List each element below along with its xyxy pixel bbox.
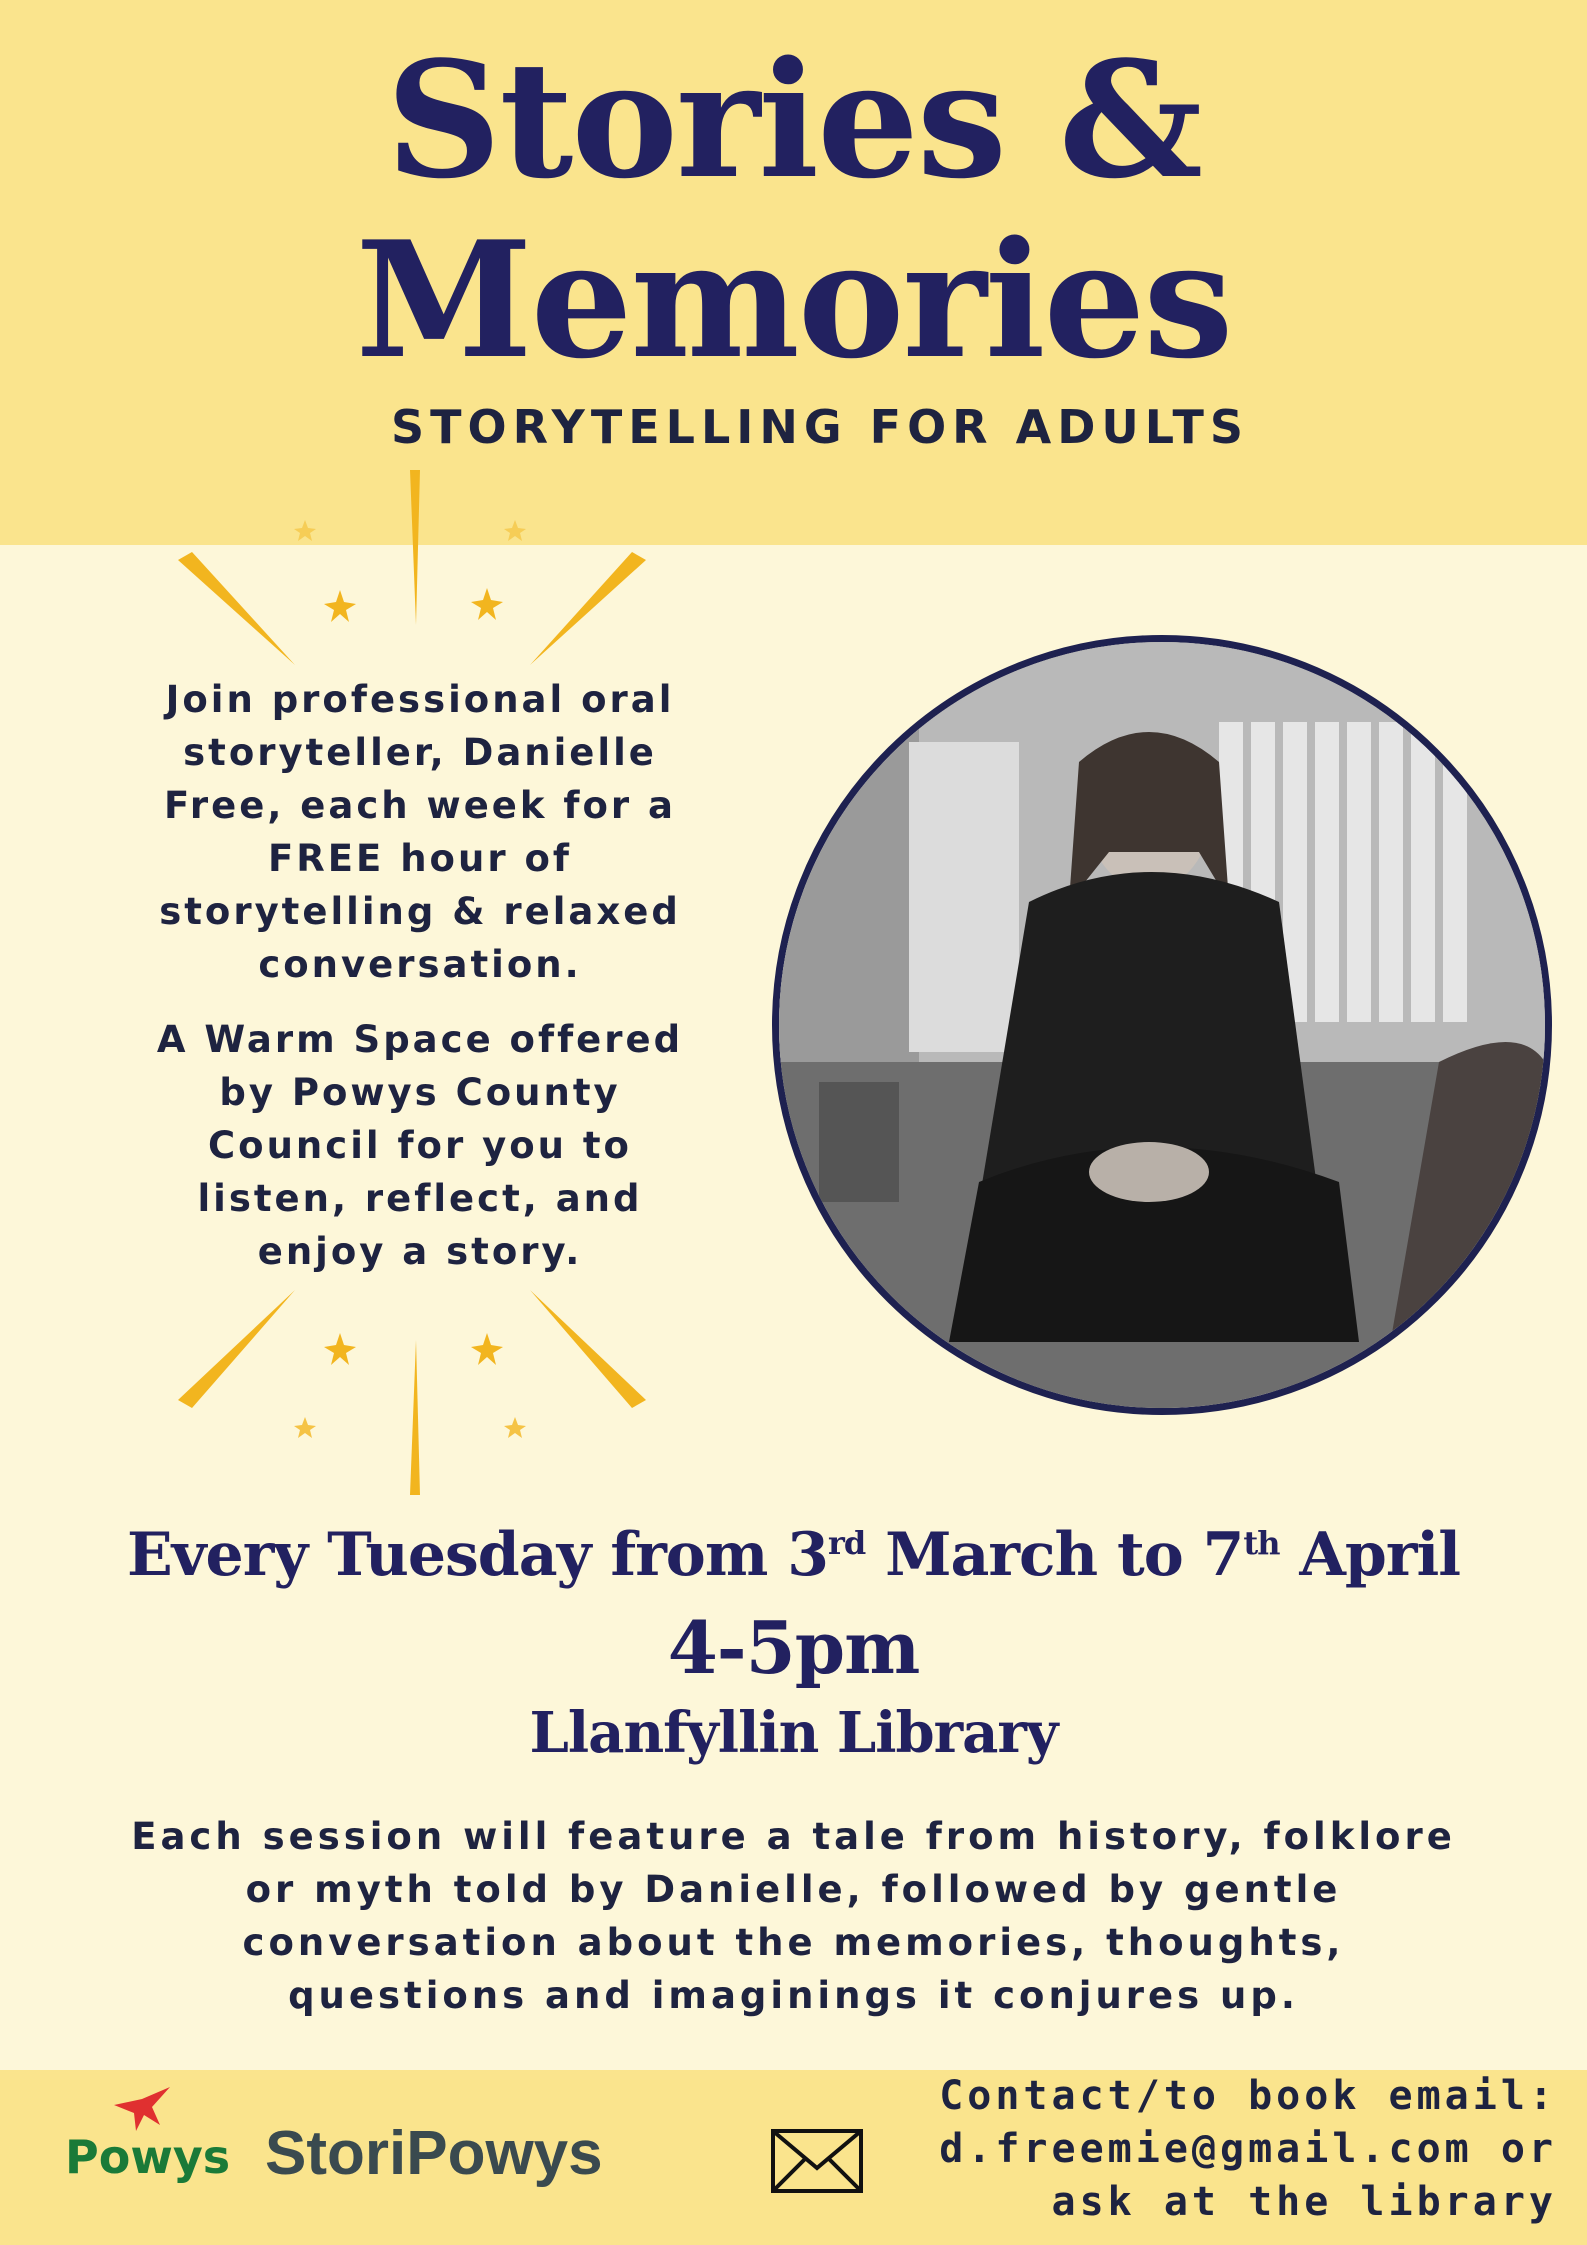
star-icon [471, 588, 503, 620]
intro-paragraph-2 [100, 1013, 740, 1278]
ray [410, 1340, 420, 1495]
dates-part: Every Tuesday from 3 [126, 1520, 828, 1590]
intro-line: listen, reflect, and [197, 1177, 643, 1220]
star-icon [324, 1333, 356, 1365]
venue: Llanfyllin Library [529, 1700, 1058, 1766]
red-kite-icon [112, 2085, 172, 2135]
ray [530, 1290, 646, 1408]
star-icon [294, 1417, 316, 1438]
intro-line: conversation. [258, 943, 582, 986]
ray [178, 1290, 295, 1408]
intro-line: A Warm Space offered [156, 1018, 684, 1061]
intro-line: by Powys County [219, 1071, 621, 1114]
ordinal-suffix: th [1243, 1524, 1280, 1562]
star-icon [324, 590, 356, 622]
schedule-dates [0, 1520, 1587, 1590]
intro-paragraph-1 [100, 673, 740, 991]
contact-line: ask at the library [1051, 2179, 1557, 2225]
intro-line: Free, each week for a [164, 784, 676, 827]
star-icon [294, 520, 316, 541]
ray [530, 552, 646, 665]
storyteller-photo [772, 635, 1552, 1415]
contact-line: Contact/to book email: [939, 2073, 1557, 2119]
schedule-time: 4-5pm [667, 1605, 920, 1690]
dates-part: March to 7 [865, 1520, 1244, 1590]
intro-line: Council for you to [208, 1124, 632, 1167]
star-icon [504, 520, 526, 541]
ordinal-suffix: rd [827, 1524, 866, 1562]
storipowys-logo: StoriPowys [265, 2119, 603, 2188]
intro-line: storyteller, Danielle [183, 731, 657, 774]
title-line-1: Stories & [385, 26, 1202, 214]
ray [410, 470, 420, 625]
description-line: questions and imaginings it conjures up. [288, 1974, 1299, 2017]
star-icon [471, 1333, 503, 1365]
contact-email[interactable]: d.freemie@gmail.com or [939, 2126, 1557, 2172]
subtitle: STORYTELLING FOR ADULTS [391, 400, 1249, 454]
intro-line: Join professional oral [165, 678, 675, 721]
portrait-photo [779, 642, 1545, 1408]
intro-line: enjoy a story. [257, 1230, 583, 1273]
session-description [30, 1810, 1557, 2022]
description-line: conversation about the memories, thoughts, [242, 1921, 1345, 1964]
title-line-2: Memories [355, 206, 1232, 394]
intro-line: storytelling & relaxed [159, 890, 681, 933]
description-line: Each session will feature a tale from history, folklore [131, 1815, 1456, 1858]
intro-line: FREE hour of [268, 837, 572, 880]
dates-part: April [1279, 1520, 1461, 1590]
powys-logo: Powys [65, 2130, 231, 2184]
description-line: or myth told by Danielle, followed by gentle [245, 1868, 1342, 1911]
ray [178, 552, 295, 665]
contact-info [797, 2070, 1557, 2229]
star-icon [504, 1417, 526, 1438]
